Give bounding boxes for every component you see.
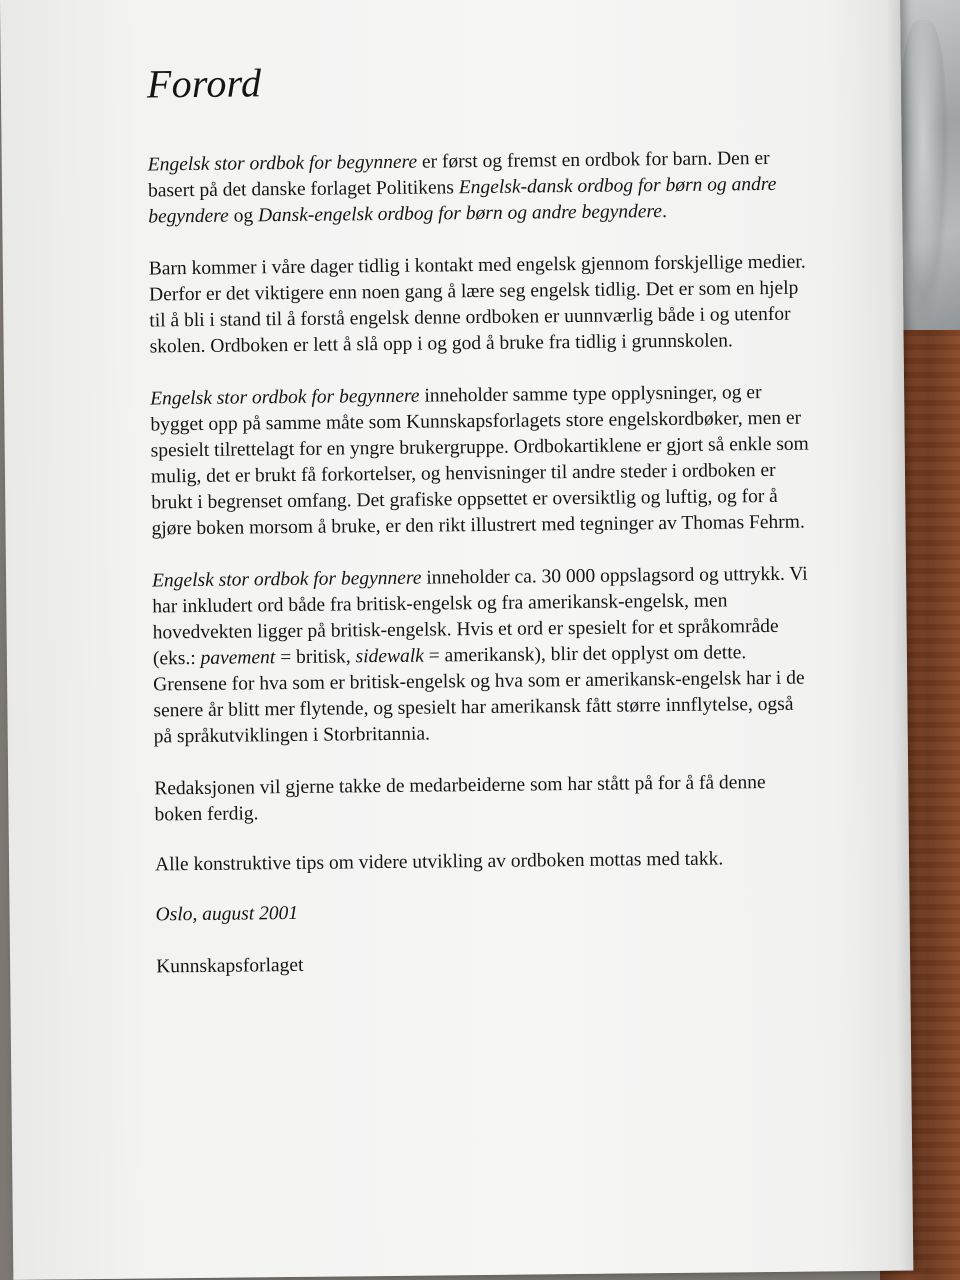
- place-and-date: Oslo, august 2001: [155, 902, 299, 926]
- paragraph-text: inneholder ca. 30 000 oppslagsord og uttrykk. Vi har inkludert ord både fra britisk-engelsk og fra amerikansk-engelsk, men hovedvekten ligger på britisk-engelsk. Hvis et ord er spesielt for et språkområde (eks.:: [152, 563, 808, 670]
- book-title-italic: Engelsk stor ordbok for begynnere: [151, 567, 422, 592]
- paragraph-thanks: Redaksjonen vil gjerne takke de medarbeiderne som har stått på for å få denne boken ferdig.: [154, 772, 766, 826]
- publisher-name: Kunnskapsforlaget: [156, 954, 304, 978]
- paragraph-text: og: [228, 205, 259, 227]
- example-word-american: sidewalk: [355, 645, 424, 668]
- page-title: Forord: [146, 60, 262, 107]
- paragraph-feedback: Alle konstruktive tips om videre utvikling av ordboken mottas med takk.: [154, 848, 724, 876]
- paragraph-intro: [148, 146, 809, 231]
- source-title-2: Dansk-engelsk ordbog for børn og andre begyndere: [257, 201, 663, 227]
- book-title-italic: Engelsk stor ordbok for begynnere: [150, 385, 420, 410]
- paragraph-text: inneholder samme type opplysninger, og er bygget opp på samme måte som Kunnskapsforlagets store engelskordbøker, men er spesielt tilrettelagt for en yngre brukergruppe. Ordbokartiklene er gjort så enkle som mulig, det er brukt få forkortelser, og henvisninger til andre steder i ordboken er brukt i begrenset omfang. Det grafiske oppsettet er oversiktlig og luftig, og for å gjøre boken morsom å bruke, er den rikt illustrert med tegninger av Thomas Fehrm.: [150, 382, 809, 540]
- page-content: [147, 54, 817, 981]
- book-title-italic: Engelsk stor ordbok for begynnere: [147, 151, 418, 176]
- example-word-british: pavement: [200, 647, 276, 669]
- paragraph-text: .: [661, 201, 668, 223]
- source-title-1: Engelsk-dansk ordbog for børn og andre begyndere: [148, 173, 777, 228]
- paragraph-text: = britisk,: [275, 646, 356, 669]
- paragraph-text: er først og fremst en ordbok for barn. Den er basert på det danske forlaget Politikens: [147, 147, 770, 202]
- paragraph-children-english: Barn kommer i våre dager tidlig i kontakt med engelsk gjennom forskjellige medier. Derfor er det viktigere enn noen gang å lære seg engelsk tidlig. Det er som en hjelp til å bli i stand til å forstå engelsk denne ordboken er uunnværlig både i og utenfor skolen. Ordboken er lett å slå opp i og god å bruke fra tidlig i grunnskolen.: [148, 251, 806, 358]
- paragraph-word-count: [152, 562, 814, 751]
- paragraph-content-structure: [150, 380, 812, 543]
- paragraph-text: = amerikansk), blir det opplyst om dette. Grensene for hva som er britisk-engelsk og hva som er amerikansk-engelsk har i de senere år blitt mer flytende, og spesielt har amerikansk fått større innflytelse, også på språkutviklingen i Storbritannia.: [153, 642, 805, 748]
